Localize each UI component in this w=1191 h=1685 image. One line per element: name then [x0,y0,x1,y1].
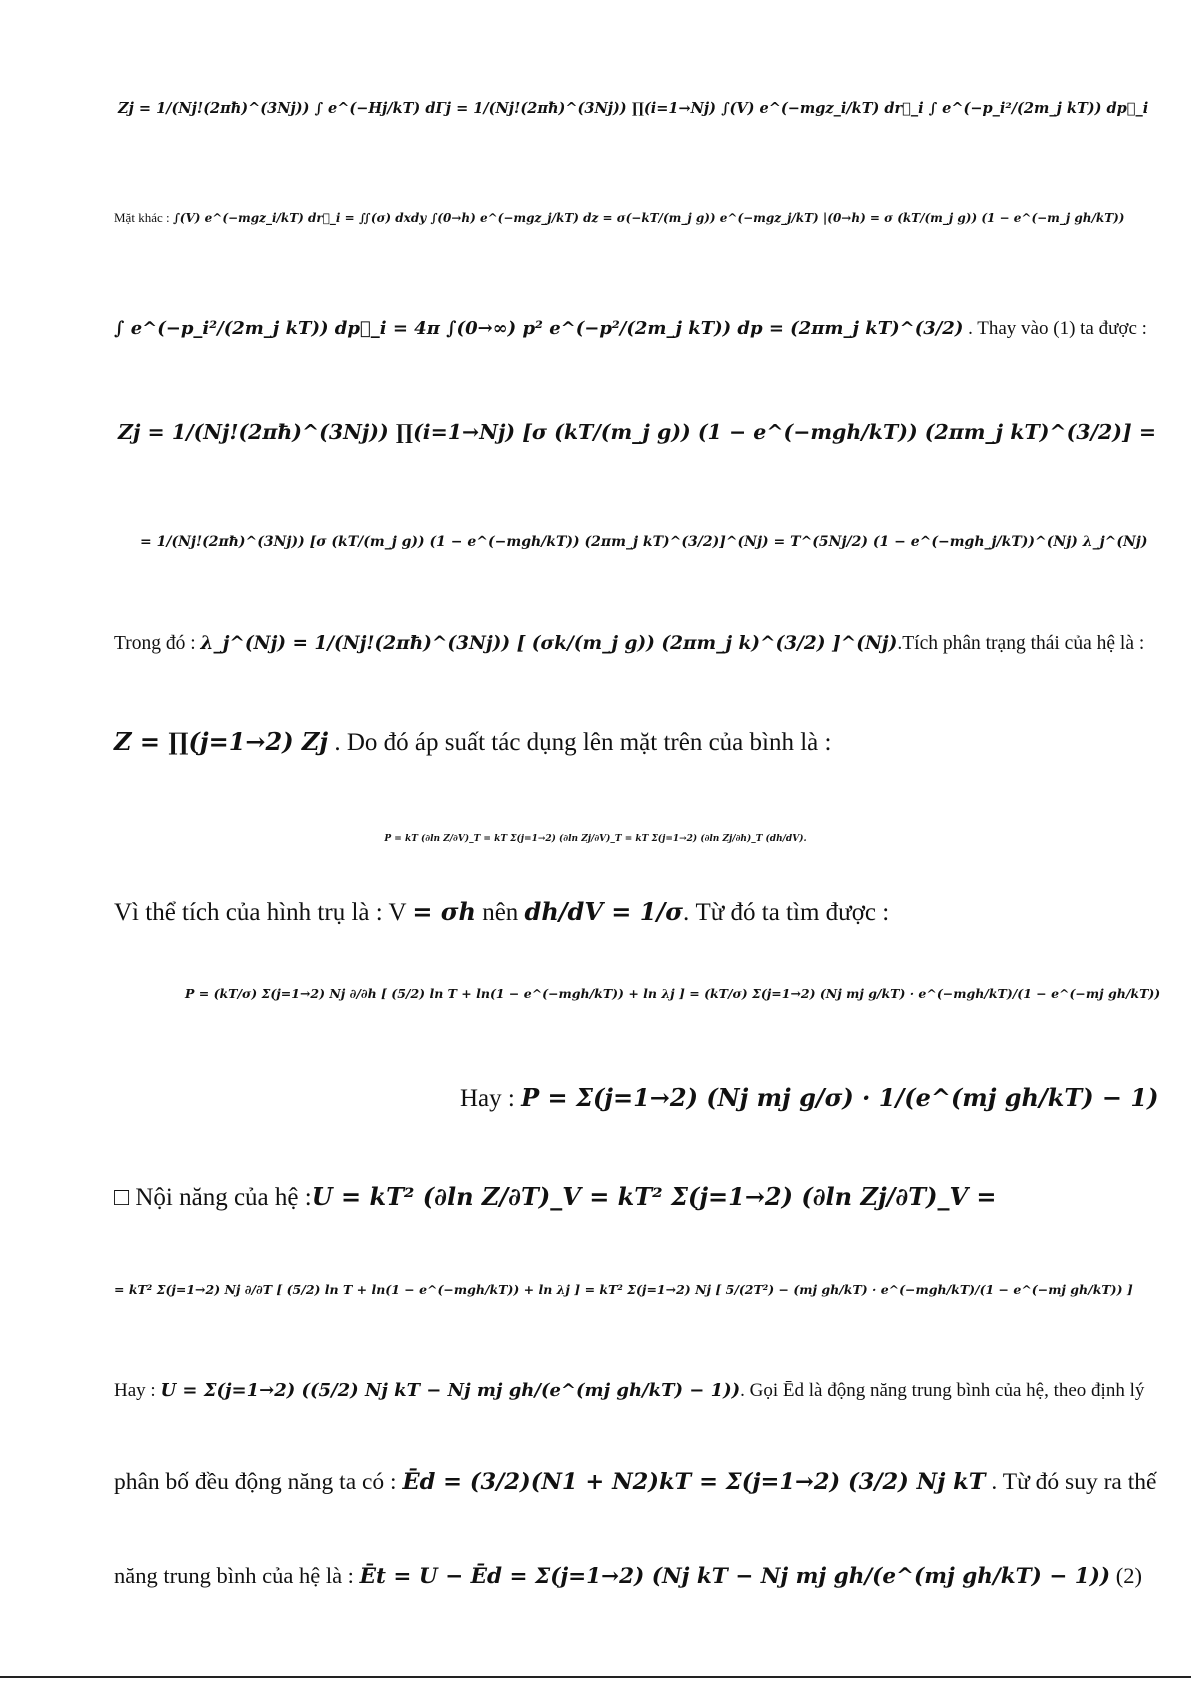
document-line-l02 [114,210,1125,226]
math-expression: P = kT (∂ln Z/∂V)_T = kT Σ(j=1→2) (∂ln Zj/∂V)_T = kT Σ(j=1→2) (∂ln Zj/∂h)_T (dh/dV). [384,834,807,844]
math-expression: Ēt = U − Ēd = Σ(j=1→2) (Nj kT − Nj mj gh/(e^(mj gh/kT) − 1)) [359,1564,1111,1589]
math-expression: dh/dV = 1/σ [524,897,683,926]
document-line-l09 [114,898,889,928]
text-run: phân bố đều động năng ta có : [114,1469,403,1495]
document-line-l05 [140,533,1147,551]
math-expression: = kT² Σ(j=1→2) Nj ∂/∂T [ (5/2) ln T + ln(1 − e^(−mgh/kT)) + ln λj ] = kT² Σ(j=1→2) Nj [ 5/(2T²) − (mj gh/kT) · e^(−mgh/kT)/(1 − e^(−mj gh/kT)) ] [114,1282,1133,1297]
text-run: d là động năng trung bình của hệ, theo định lý [794,1380,1145,1401]
text-run: Vì thể tích của hình trụ là : V [114,899,413,926]
math-expression: Zj = 1/(Nj!(2πħ)^(3Nj)) ∫ e^(−Hj/kT) dΓj = 1/(Nj!(2πħ)^(3Nj)) ∏(i=1→Nj) ∫(V) e^(−mgz_i/kT) dr⃗_i ∫ e^(−p_i²/(2m_j kT)) dp⃗_i [118,100,1149,117]
math-expression: P = Σ(j=1→2) (Nj mj g/σ) · 1/(e^(mj gh/kT) − 1) [521,1083,1159,1112]
bottom-rule [0,1676,1191,1678]
document-line-l03 [114,318,1147,341]
math-expression: Z = ∏(j=1→2) Zj [114,727,329,756]
math-expression: Ēd = (3/2)(N1 + N2)kT = Σ(j=1→2) (3/2) Nj kT [402,1469,986,1495]
text-run: . Thay vào (1) ta được : [963,318,1147,339]
document-line-l07 [114,728,831,758]
math-expression: = 1/(Nj!(2πħ)^(3Nj)) [σ (kT/(m_j g)) (1 − e^(−mgh/kT)) (2πm_j kT)^(3/2)]^(Nj) = T^(5Nj/2) (1 − e^(−mgh_j/kT))^(Nj) λ_j^(Nj) [140,534,1148,550]
math-expression: = σh [412,897,476,926]
document-line-l14 [114,1380,1144,1403]
document-line-l10 [185,986,1160,1002]
document-line-l08 [0,833,1191,845]
document-line-l04 [118,420,1156,446]
math-expression: Zj = 1/(Nj!(2πħ)^(3Nj)) ∏(i=1→Nj) [σ (kT/(m_j g)) (1 − e^(−mgh/kT)) (2πm_j kT)^(3/2)] = [118,420,1157,444]
text-run: nên [475,899,525,926]
math-expression: λ_j^(Nj) = 1/(Nj!(2πħ)^(3Nj)) [ (σk/(m_j g)) (2πm_j k)^(3/2) ]^(Nj) [200,633,898,654]
text-run: (2) [1110,1563,1142,1588]
math-expression: U = kT² (∂ln Z/∂T)_V = kT² Σ(j=1→2) (∂ln Zj/∂T)_V = [311,1182,997,1211]
document-line-l11 [460,1084,1158,1114]
text-run: . Từ đó ta tìm được : [682,899,890,926]
document-line-l06 [114,632,1145,655]
math-expression: P = (kT/σ) Σ(j=1→2) Nj ∂/∂h [ (5/2) ln T + ln(1 − e^(−mgh/kT)) + ln λj ] = (kT/σ) Σ(j=1→2) (Nj mj g/kT) · e^(−mgh/kT)/(1 − e^(−mj gh/kT)) [185,986,1161,1001]
text-run: năng trung bình của hệ là : [114,1563,360,1588]
text-run: Hay : [114,1380,161,1401]
math-expression: ∫(V) e^(−mgz_i/kT) dr⃗_i = ∬(σ) dxdy ∫(0→h) e^(−mgz_j/kT) dz = σ(−kT/(m_j g)) e^(−mgz_j/kT) |(0→h) = σ (kT/(m_j g)) (1 − e^(−m_j gh/kT)) [172,211,1125,225]
text-run: Mặt khác : [114,210,173,225]
text-run: .Tích phân trạng thái của hệ là : [897,633,1145,654]
document-line-l16 [114,1562,1142,1590]
text-run: □ Nội năng của hệ : [114,1184,312,1211]
math-expression: ∫ e^(−p_i²/(2m_j kT)) dp⃗_i = 4π ∫(0→∞) p² e^(−p²/(2m_j kT)) dp = (2πm_j kT)^(3/2) [114,318,964,339]
text-run: Hay : [460,1085,522,1112]
text-run: Trong đó : [114,633,201,654]
document-line-l01 [118,100,1148,119]
text-run: . Gọi Ē [740,1380,795,1401]
document-line-l12 [114,1183,997,1213]
document-line-l13 [114,1282,1133,1298]
text-run: . Từ đó suy ra thế [985,1469,1157,1495]
math-expression: U = Σ(j=1→2) ((5/2) Nj kT − Nj mj gh/(e^(mj gh/kT) − 1)) [160,1380,741,1401]
document-line-l15 [114,1468,1156,1496]
text-run: . Do đó áp suất tác dụng lên mặt trên của bình là : [328,729,832,756]
